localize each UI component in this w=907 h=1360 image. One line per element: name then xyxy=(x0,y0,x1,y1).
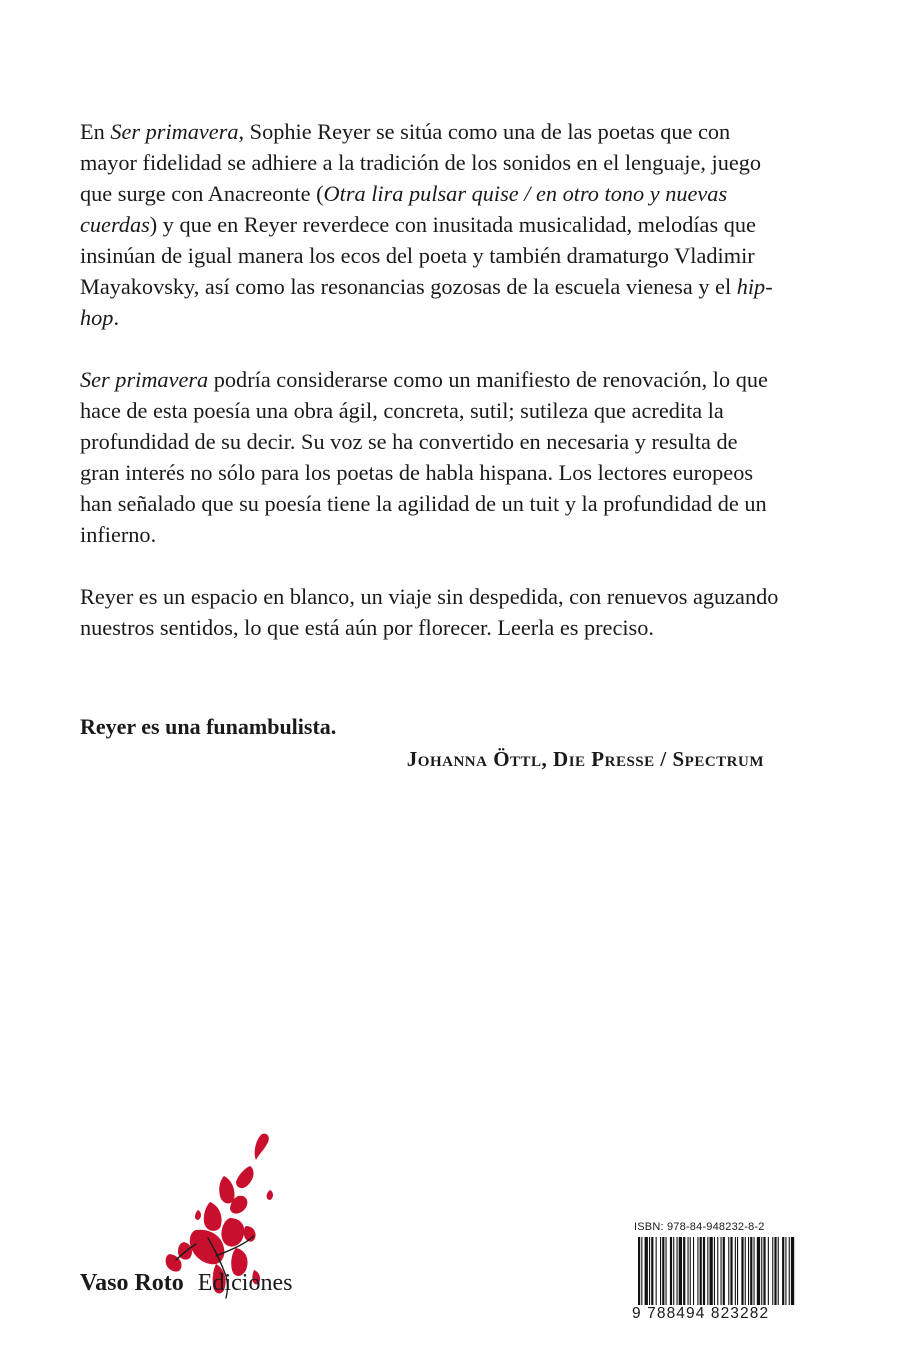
publisher-wordmark xyxy=(80,1268,292,1298)
barcode-bar xyxy=(660,1237,661,1307)
publisher-brand: Vaso Roto xyxy=(80,1270,184,1296)
barcode-bar xyxy=(688,1237,689,1307)
barcode-bar xyxy=(693,1237,694,1307)
paragraph-3: Reyer es un espacio en blanco, un viaje sin despedida, con renuevos aguzando nuestros sentidos, lo que está aún por florecer. Leerla es preciso. xyxy=(80,584,779,640)
barcode-bar xyxy=(700,1237,702,1307)
hip-hop-italic: hip-hop xyxy=(80,274,773,330)
barcode-bar xyxy=(645,1237,648,1307)
barcode-bar xyxy=(723,1237,725,1307)
back-cover-text xyxy=(80,116,780,674)
barcode-bar xyxy=(778,1237,779,1307)
barcode-bar xyxy=(754,1237,755,1307)
barcode-bar xyxy=(710,1237,713,1307)
barcode-bar xyxy=(703,1237,705,1307)
barcode-bar xyxy=(772,1237,773,1307)
barcode-bar xyxy=(679,1237,682,1307)
barcode-bar xyxy=(745,1237,746,1307)
barcode-bar xyxy=(690,1237,691,1307)
barcode-bar xyxy=(666,1237,667,1307)
text-run: En xyxy=(80,119,111,144)
barcode-bar xyxy=(748,1237,749,1307)
barcode-bar xyxy=(757,1237,760,1307)
text-run: podría considerarse como un manifiesto de renovación, lo que hace de esta poesía una obra ágil, concreta, sutil; sutileza que acredita la profundidad de su decir. Su voz se ha convertido en necesaria y resulta de gran interés no sólo para los poetas de habla hispana. Los lectores europeos han señalado que su poesía tiene la agilidad de un tuit y la profundidad de un infierno. xyxy=(80,367,768,547)
barcode-bar xyxy=(741,1237,743,1307)
barcode-bar xyxy=(717,1237,718,1307)
barcode-bar xyxy=(768,1237,769,1307)
barcode-bar xyxy=(707,1237,708,1307)
text-run: . xyxy=(113,305,120,330)
text-run: ) y que en Reyer reverdece con inusitada musicalidad, melodías que insinúan de igual manera los ecos del poeta y también dramaturgo Vladimir Mayakovsky, así como las resonancias gozosas de la escuela vienesa y el xyxy=(80,212,756,299)
barcode-bar xyxy=(670,1237,672,1307)
isbn-label: ISBN: 978-84-948232-8-2 xyxy=(634,1221,765,1233)
quote-attribution: Johanna Öttl, Die Presse / Spectrum xyxy=(406,747,764,771)
barcode-bar xyxy=(651,1237,653,1307)
barcode-bar xyxy=(656,1237,657,1307)
barcode-bar xyxy=(683,1237,685,1307)
barcode-bar xyxy=(673,1237,674,1307)
barcode-bar xyxy=(774,1237,776,1307)
barcode-bar xyxy=(785,1237,786,1307)
barcode-bar xyxy=(782,1237,784,1307)
barcode-bar xyxy=(697,1237,698,1307)
barcode-bar xyxy=(761,1237,762,1307)
barcode-bar xyxy=(677,1237,678,1307)
barcode-bar xyxy=(728,1237,729,1307)
barcode-bar xyxy=(662,1237,664,1307)
barcode-bar xyxy=(735,1237,736,1307)
book-title-italic: Ser primavera xyxy=(110,119,239,144)
paragraph-2 xyxy=(80,364,780,550)
barcode-bar xyxy=(649,1237,650,1307)
publisher-imprint: Ediciones xyxy=(197,1270,293,1296)
barcode-bar xyxy=(737,1237,738,1307)
barcode-digits: 9 788494 823282 xyxy=(630,1305,802,1323)
barcode-bar xyxy=(763,1237,765,1307)
barcode-bar xyxy=(714,1237,715,1307)
paragraph-1 xyxy=(80,116,780,333)
quote-text: Reyer es una funambulista. xyxy=(80,714,337,739)
review-quote xyxy=(80,712,770,774)
book-title-italic: Ser primavera xyxy=(80,367,209,392)
quoted-verse-italic: Otra lira pulsar quise / en otro tono y nuevas cuerdas xyxy=(80,181,728,237)
barcode-bar xyxy=(750,1237,752,1307)
text-run: , Sophie Reyer se sitúa como una de las poetas que con mayor fidelidad se adhiere a la tradición de los sonidos en el lenguaje, juego que surge con Anacreonte ( xyxy=(80,119,762,206)
barcode-bar xyxy=(730,1237,732,1307)
